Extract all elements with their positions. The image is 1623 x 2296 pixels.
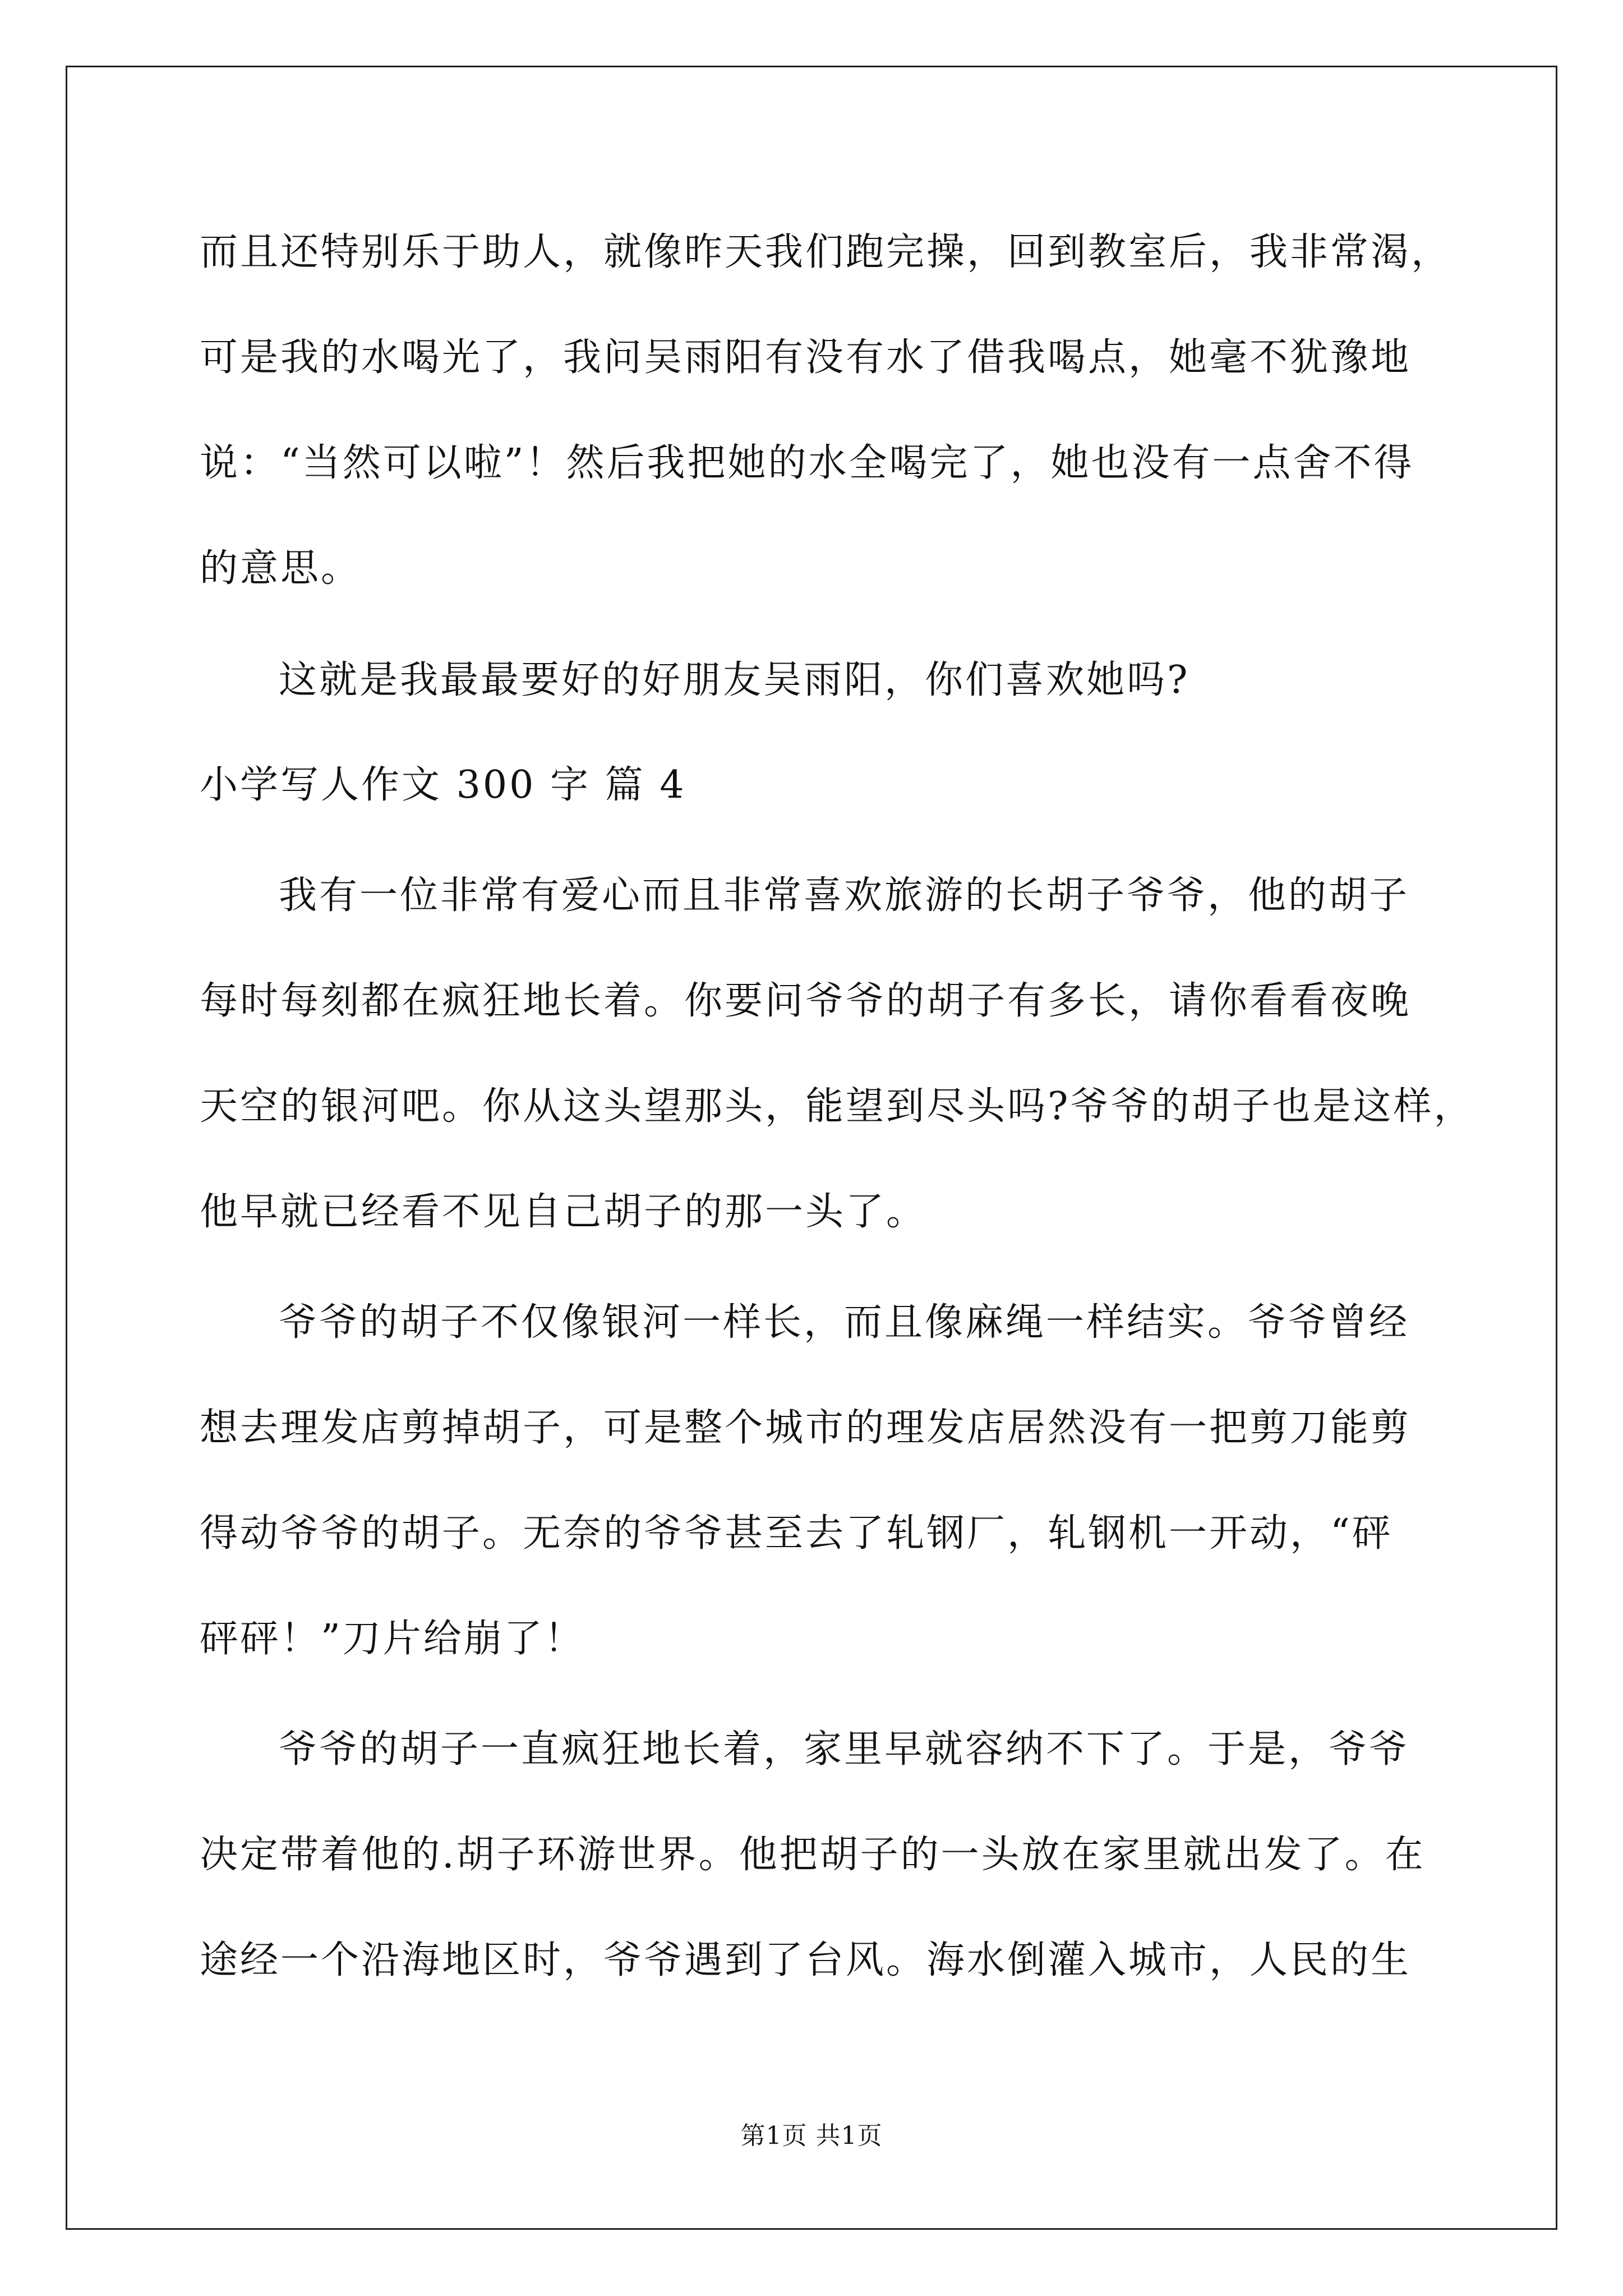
- text-line: 可是我的水喝光了，我问吴雨阳有没有水了借我喝点，她毫不犹豫地: [200, 335, 1412, 380]
- page-footer: 第1页 共1页: [740, 2122, 883, 2150]
- text-line: 我有一位非常有爱心而且非常喜欢旅游的长胡子爷爷，他的胡子: [279, 873, 1410, 918]
- text-line: 想去理发店剪掉胡子，可是整个城市的理发店居然没有一把剪刀能剪: [200, 1406, 1412, 1450]
- text-line: 天空的银河吧。你从这头望那头，能望到尽头吗?爷爷的胡子也是这样，: [200, 1084, 1474, 1129]
- text-line: 而且还特别乐于助人，就像昨天我们跑完操，回到教室后，我非常渴，: [200, 230, 1452, 274]
- text-line: 爷爷的胡子一直疯狂地长着，家里早就容纳不下了。于是，爷爷: [279, 1727, 1410, 1772]
- text-line: 的意思。: [200, 546, 362, 591]
- text-line: 每时每刻都在疯狂地长着。你要问爷爷的胡子有多长，请你看看夜晚: [200, 979, 1412, 1023]
- text-line: 说：“当然可以啦”！然后我把她的水全喝完了，她也没有一点舍不得: [200, 441, 1414, 485]
- text-line: 得动爷爷的胡子。无奈的爷爷甚至去了轧钢厂，轧钢机一开动，“砰: [200, 1511, 1393, 1556]
- text-line: 砰砰！”刀片给崩了！: [200, 1617, 585, 1661]
- text-line: 决定带着他的.胡子环游世界。他把胡子的一头放在家里就出发了。在: [200, 1833, 1426, 1877]
- text-line: 途经一个沿海地区时，爷爷遇到了台风。海水倒灌入城市，人民的生: [200, 1938, 1412, 1982]
- text-line: 他早就已经看不见自己胡子的那一头了。: [200, 1190, 927, 1234]
- text-line: 爷爷的胡子不仅像银河一样长，而且像麻绳一样结实。爷爷曾经: [279, 1300, 1410, 1345]
- page-border: [66, 66, 1557, 2230]
- text-line: 这就是我最最要好的好朋友吴雨阳，你们喜欢她吗?: [279, 658, 1190, 702]
- section-heading: 小学写人作文 300 字 篇 4: [200, 763, 686, 807]
